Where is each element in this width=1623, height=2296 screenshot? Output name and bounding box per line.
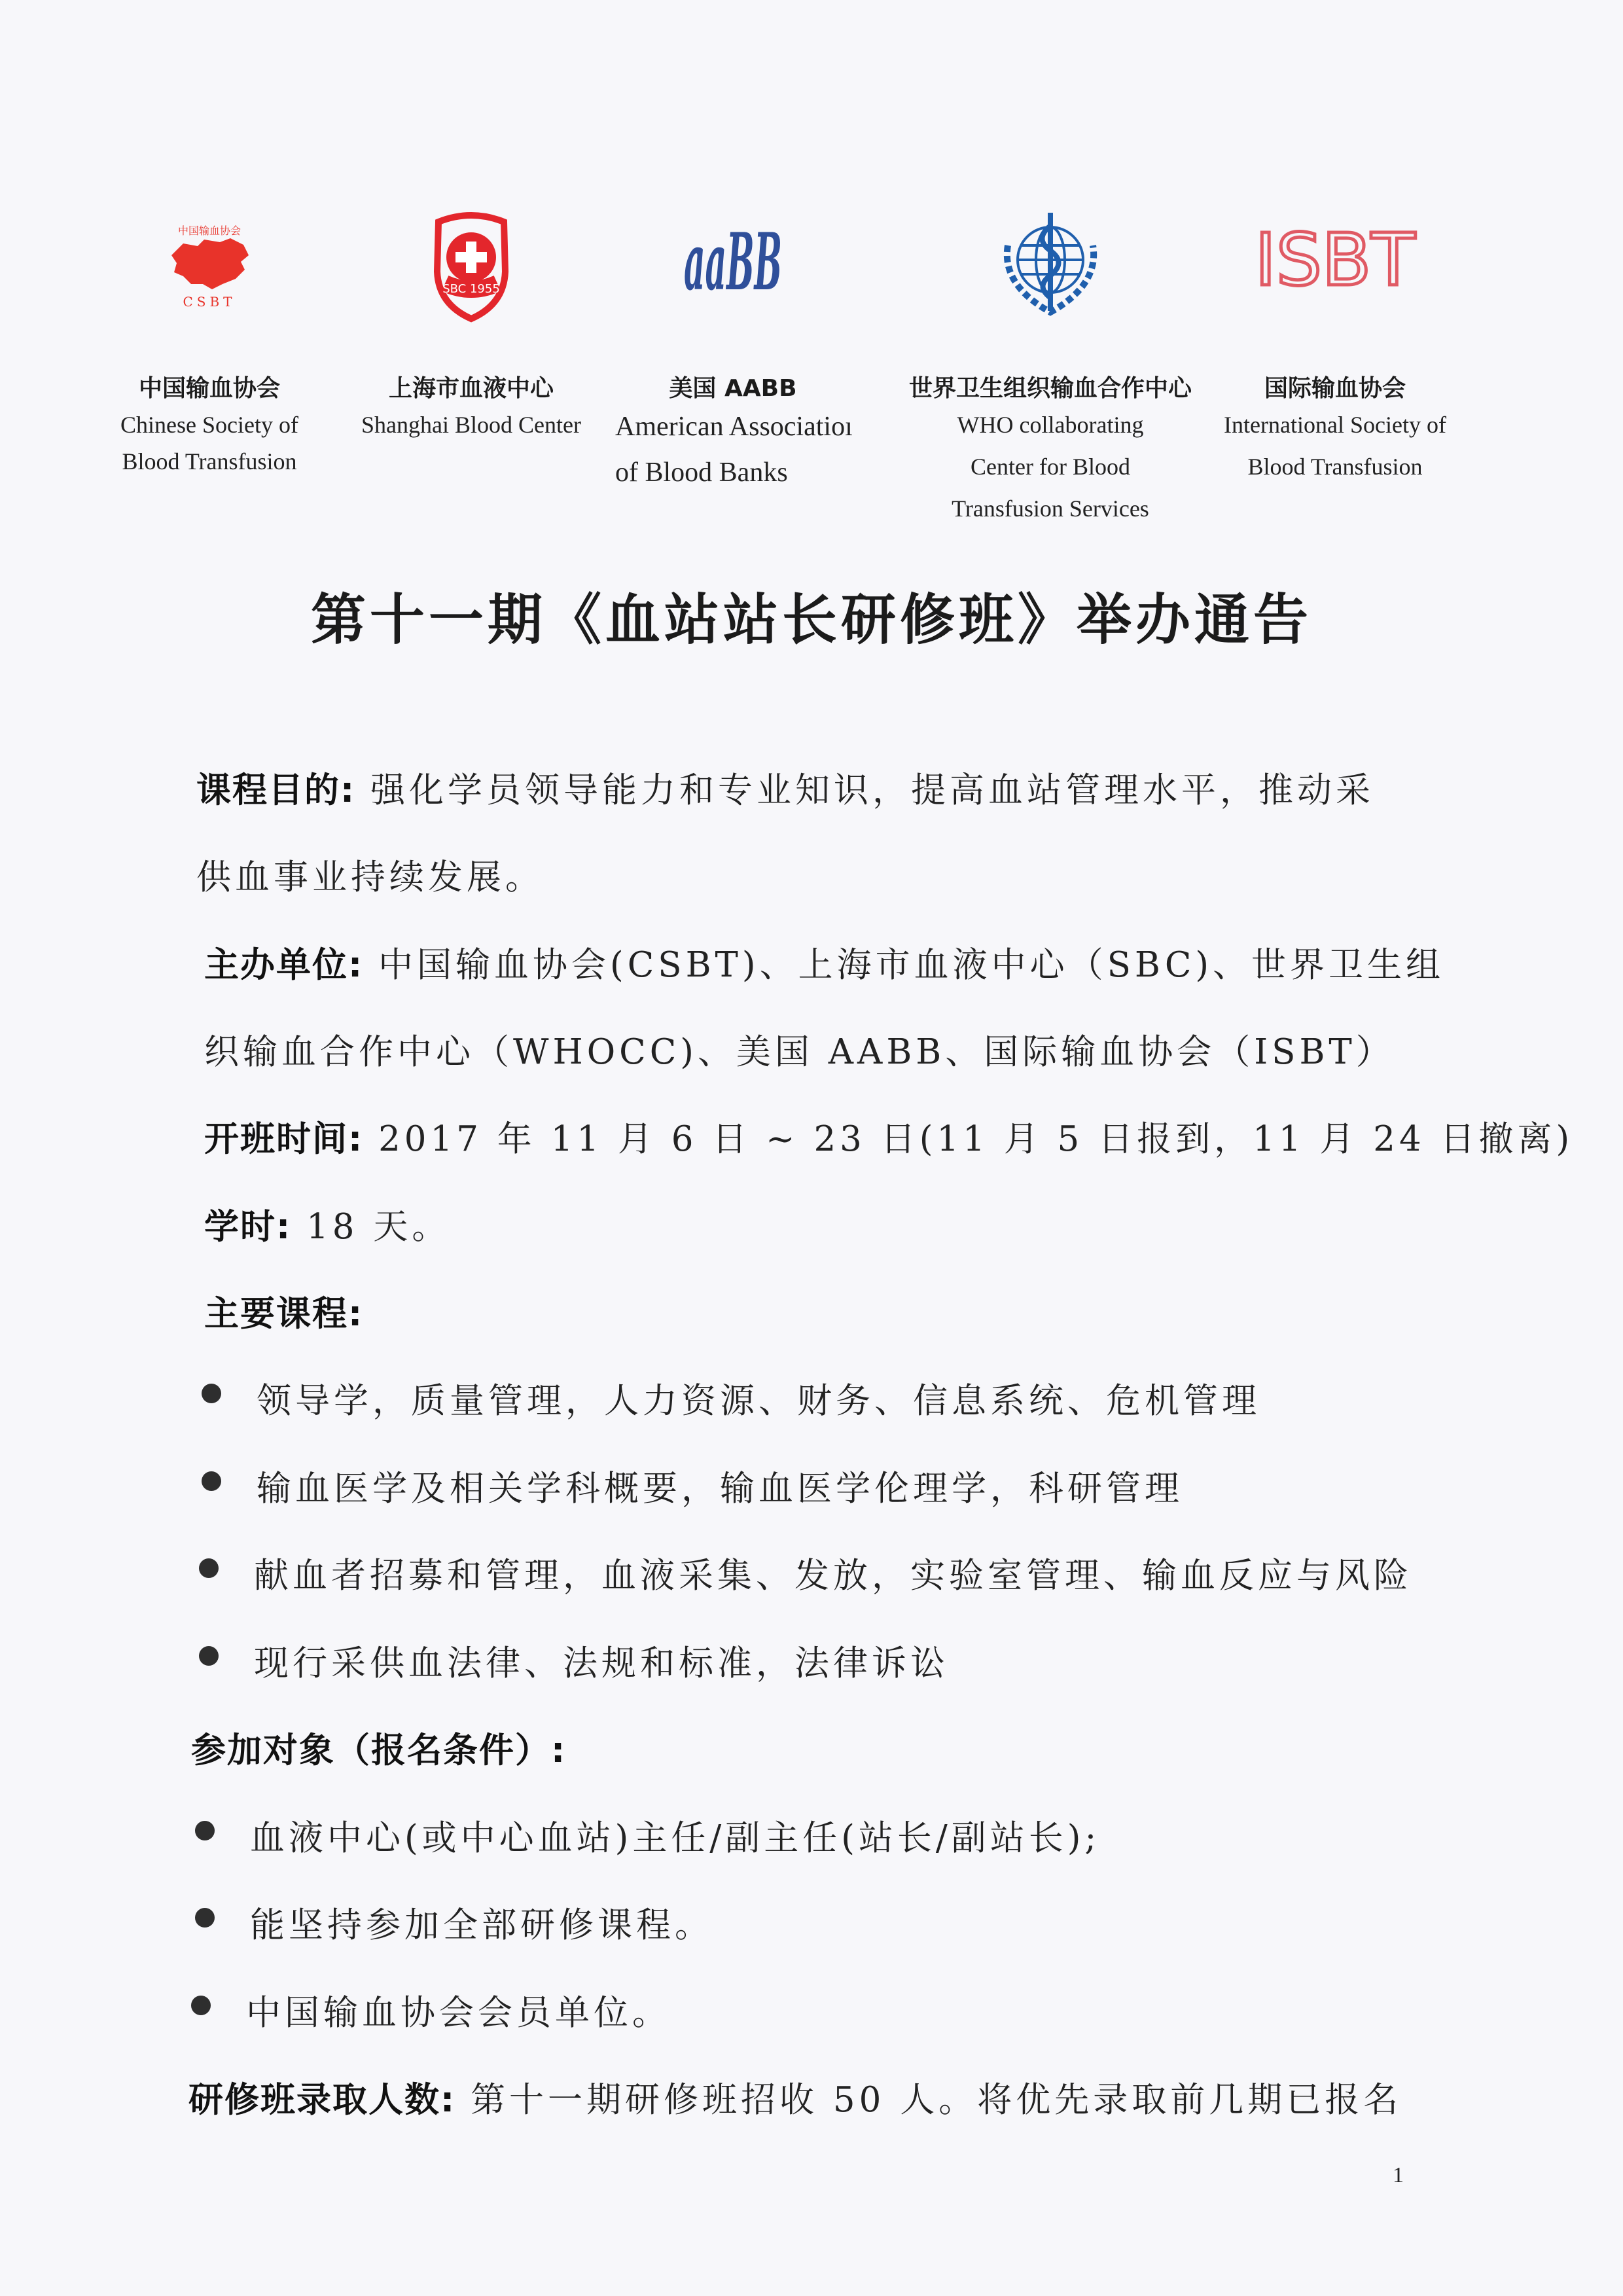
participant-item: 中国输血协会会员单位。 (246, 1993, 671, 2033)
org-cn-name: 国际输血协会 (1264, 375, 1406, 402)
sbc-logo-text: SBC 1955 (442, 282, 500, 296)
csbt-logo-text: CSBT (183, 294, 236, 310)
enroll-text: 第十一期研修班招收 50 人。将优先录取前几期已报名 (471, 2080, 1402, 2120)
bullet-icon (202, 1471, 221, 1491)
purpose-label: 课程目的: (196, 770, 356, 810)
sbc-logo (340, 190, 602, 340)
org-cn-name: 上海市血液中心 (388, 375, 554, 402)
bullet-icon (195, 1908, 215, 1928)
hours-paragraph (204, 1199, 450, 1249)
aabb-logo-text: aaBB (684, 216, 782, 308)
date-paragraph (204, 1111, 1573, 1161)
organizer-text-continued: 织输血合作中心（WHOCC)、美国 AABB、国际输血协会（ISBT） (204, 1032, 1395, 1072)
org-who (903, 190, 1198, 528)
participant-item: 能坚持参加全部研修课程。 (250, 1905, 713, 1945)
participants-label (191, 1723, 566, 1772)
course-item: 输血医学及相关学科概要，输血医学伦理学，科研管理 (257, 1469, 1183, 1509)
hours-text: 18 天。 (306, 1207, 451, 1247)
purpose-text-continued: 供血事业持续发展。 (196, 857, 544, 897)
org-en-name: Center for Blood (971, 454, 1130, 480)
purpose-paragraph (196, 762, 1374, 812)
bullet-icon (199, 1646, 219, 1666)
organizer-paragraph (204, 937, 1444, 987)
participant-item: 血液中心(或中心血站)主任/副主任(站长/副站长); (250, 1818, 1101, 1858)
purpose-text: 强化学员领导能力和专业知识，提高血站管理水平，推动采 (370, 770, 1375, 810)
page-number: 1 (1393, 2163, 1404, 2187)
bullet-icon (191, 1996, 211, 2015)
org-en-name: International Society of (1224, 412, 1446, 439)
org-en-name: Transfusion Services (952, 495, 1149, 522)
course-item: 现行采供血法律、法规和标准，法律诉讼 (254, 1643, 949, 1683)
org-en-name: WHO collaborating (957, 412, 1144, 439)
aabb-logo (615, 190, 851, 340)
document-title: 第十一期《血站站长研修班》举办通告 (310, 588, 1312, 652)
date-label: 开班时间: (204, 1119, 364, 1159)
isbt-logo-text: ISBT (1255, 218, 1416, 302)
org-cn-name: 中国输血协会 (138, 375, 280, 402)
who-logo (903, 190, 1198, 340)
org-cn-name: 美国 AABB (669, 375, 797, 402)
org-en-name: Blood Transfusion (122, 448, 297, 475)
bullet-icon (195, 1821, 215, 1840)
isbt-logo (1204, 190, 1466, 340)
org-en-name: Blood Transfusion (1247, 454, 1423, 480)
courses-label (204, 1286, 363, 1336)
org-en-name: Chinese Society of (120, 412, 298, 439)
org-cn-name: 世界卫生组织输血合作中心 (908, 375, 1192, 402)
courses-label-text: 主要课程: (204, 1294, 364, 1334)
csbt-logo-arc-text: 中国输血协会 (177, 224, 241, 237)
hours-label: 学时: (204, 1207, 292, 1247)
organizer-text: 中国输血协会(CSBT)、上海市血液中心（SBC)、世界卫生组 (378, 945, 1445, 985)
course-item: 献血者招募和管理，血液采集、发放，实验室管理、输血反应与风险 (254, 1556, 1412, 1596)
org-isbt (1204, 190, 1466, 486)
organizer-label: 主办单位: (204, 945, 364, 985)
org-sbc (340, 190, 602, 439)
enroll-paragraph (188, 2072, 1402, 2122)
date-text: 2017 年 11 月 6 日 ~ 23 日(11 月 5 日报到，11 月 24 日撤离) (378, 1119, 1574, 1159)
org-aabb (615, 190, 890, 494)
bullet-icon (199, 1558, 219, 1578)
participants-label-text: 参加对象（报名条件）: (191, 1731, 567, 1770)
bullet-icon (202, 1384, 221, 1403)
course-item: 领导学，质量管理，人力资源、财务、信息系统、危机管理 (257, 1381, 1260, 1421)
org-csbt (92, 190, 327, 476)
org-en-name: American Associatioı (615, 412, 853, 442)
enroll-label: 研修班录取人数: (188, 2080, 456, 2120)
org-en-name: of Blood Banks (615, 457, 788, 488)
org-en-name: Shanghai Blood Center (361, 412, 581, 439)
csbt-logo (92, 190, 327, 340)
